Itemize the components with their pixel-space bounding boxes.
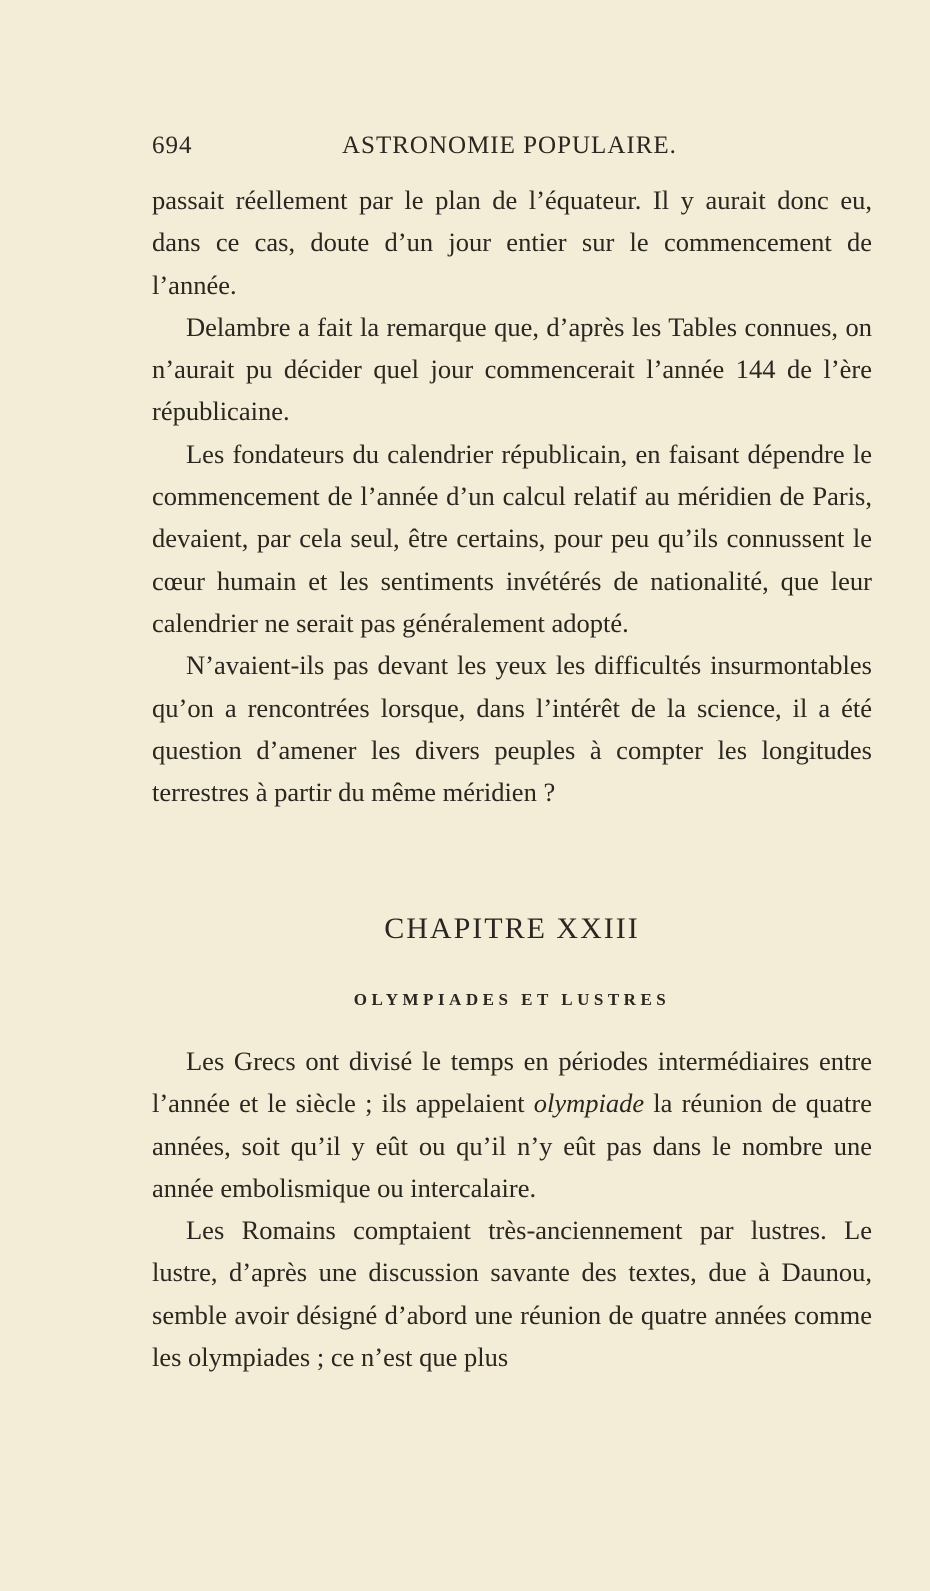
text-block-1	[152, 179, 872, 813]
term-olympiade: olympiade	[533, 1088, 645, 1119]
paragraph-grecs-start: Les Grecs ont divisé le temps en périodes intermédiaires entre l’année et le siècle ; ils appelaient	[152, 1046, 872, 1119]
paragraph-grecs	[152, 1040, 872, 1209]
paragraph-fondateurs: Les fondateurs du calendrier républicain, en faisant dépendre le commencement de l’année d’un calcul relatif au méridien de Paris, devaient, par cela seul, être certains, pour peu qu’ils connussent le cœur humain et les sentiments invétérés de nationalité, que leur calendrier ne serait pas généralement adopté.	[152, 438, 872, 638]
paragraph-continuation: passait réellement par le plan de l’équateur. Il y aurait donc eu, dans ce cas, doute d’un jour entier sur le commencement de l’année.	[152, 185, 872, 300]
paragraph-delambre: Delambre a fait la remarque que, d’après les Tables connues, on n’aurait pu décider quel jour commencerait l’année 144 de l’ère républicaine.	[152, 311, 872, 427]
paragraph-grecs-end: la réunion de quatre années, soit qu’il y eût ou qu’il n’y eût pas dans le nombre une année embolismique ou intercalaire.	[152, 1088, 873, 1203]
chapter-title: CHAPITRE XXIII	[384, 912, 640, 945]
text-block-2	[152, 1040, 872, 1378]
page-number: 694	[152, 132, 193, 159]
chapter-subtitle: OLYMPIADES ET LUSTRES	[353, 990, 671, 1009]
running-title: ASTRONOMIE POPULAIRE.	[342, 132, 677, 159]
paragraph-romains: Les Romains comptaient très-anciennement par lustres. Le lustre, d’après une discussion savante des textes, due à Daunou, semble avoir désigné d’abord une réunion de quatre années comme les olympiades ; ce n’est que plus	[152, 1215, 872, 1373]
paragraph-longitudes: N’avaient-ils pas devant les yeux les difficultés insurmontables qu’on a rencontrées lorsque, dans l’intérêt de la science, il a été question d’amener les divers peuples à compter les longitudes terrestres à partir du même méridien ?	[152, 650, 872, 808]
running-head	[152, 132, 872, 166]
